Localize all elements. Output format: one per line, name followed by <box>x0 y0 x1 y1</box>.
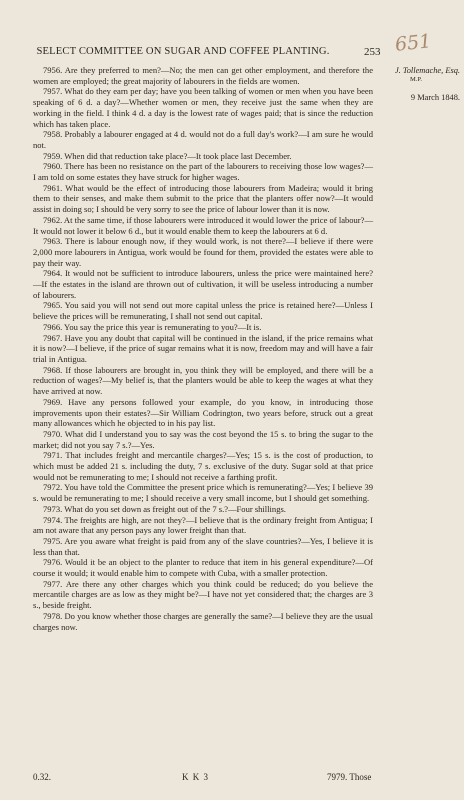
handwritten-folio-number: 651 <box>393 30 433 56</box>
footer-signature-mark: K K 3 <box>182 772 209 782</box>
question-7965: 7965. You said you will not send out more capital unless the price is retained here?—Unless I believe the prices will be remunerating, I shall not send out capital. <box>33 300 373 322</box>
question-7966: 7966. You say the price this year is remunerating to you?—It is. <box>43 321 262 332</box>
question-7977: 7977. Are there any other charges which you think could be reduced; do you believe the mercantile charges are as low as they might be?—I have not yet considered that; the charges are 3 s., beside freight. <box>33 578 373 611</box>
question-7971: 7971. That includes freight and mercantile charges?—Yes; 15 s. is the cost of production, to which must be added 21 s. including the duty, 7 s. exclusive of the duty. Sugar sold at that price would not be remunerating to me; I should not receive a farthing profit. <box>33 450 373 482</box>
question-7964: 7964. It would not be sufficient to introduce labourers, unless the price were maintained here?—If the estates in the island are thrown out of cultivation, it will be useless introducing a number of labourers. <box>33 268 373 300</box>
question-7957: 7957. What do they earn per day; have you been talking of women or men when you have been speaking of 6 d. a day?—Whether women or men, they receive just the same when they are working in the field. I think 4 d. a day is the lowest rate of wages paid; that is since the reduction which has taken place. <box>33 86 373 129</box>
question-7958: 7958. Probably a labourer engaged at 4 d. would not do a full day's work?—I am sure he would not. <box>33 129 373 150</box>
running-header: SELECT COMMITTEE ON SUGAR AND COFFEE PLANTING. <box>36 46 330 57</box>
question-7973: 7973. What do you set down as freight out of the 7 s.?—Four shillings. <box>43 503 286 514</box>
question-7975: 7975. Are you aware what freight is paid from any of the slave countries?—Yes, I believe it is less than that. <box>33 535 373 557</box>
question-7972: 7972. You have told the Committee the present price which is remunerating?—Yes; I believe 39 s. would be remunerating to me; I should receive a very small income, but I should get something. <box>33 482 373 504</box>
page-number: 253 <box>364 46 381 58</box>
question-7963: 7963. There is labour enough now, if they would work, is not there?—I believe if there were 2,000 more labourers in Antigua, work would be found for them, provided the estates were able to pay their way. <box>33 236 373 268</box>
session-date: 9 March 1848. <box>410 93 460 102</box>
question-7974: 7974. The freights are high, are not they?—I believe that is the ordinary freight from Antigua; I am not aware that any person pays any lower freight than that. <box>33 514 373 536</box>
question-7978: 7978. Do you know whether those charges are generally the same?—I believe they are the usual charges now. <box>33 610 373 632</box>
witness-title: M.P. <box>410 76 422 83</box>
footer-catchword: 7979. Those <box>327 772 372 782</box>
question-7969: 7969. Have any persons followed your example, do you know, in introducing those improvements upon their estates?—Sir William Codrington, two years before, struck out a great many allowances which he objected to in his pay list. <box>33 396 373 429</box>
witness-name: J. Tollemache, Esq. <box>394 66 460 75</box>
question-7967: 7967. Have you any doubt that capital will be continued in the island, if the price remains what it is now?—I believe, if the price of sugar remains what it is now, freedom may and will have a fair trial in Antigua. <box>33 332 373 364</box>
question-7956: 7956. Are they preferred to men?—No; the men can get other employment, and therefore the women are employed; the great majority of labourers in the fields are women. <box>33 65 373 86</box>
question-7959: 7959. When did that reduction take place?—It took place last December. <box>43 150 292 161</box>
testimony-body <box>33 65 373 632</box>
question-7960: 7960. There has been no resistance on the part of the labourers to receiving those low wages?—I am told on some estates they have struck for higher wages. <box>33 161 373 183</box>
question-7962: 7962. At the same time, if those labourers were introduced it would lower the price of labour?—It would not lower it below 6 d., but it would enable them to keep the labourers at 6 d. <box>33 214 373 236</box>
question-7970: 7970. What did I understand you to say was the cost beyond the 15 s. to bring the sugar to the market; did not you say 7 s.?—Yes. <box>33 428 373 450</box>
footer-sheet-number: 0.32. <box>33 772 51 782</box>
question-7961: 7961. What would be the effect of introducing those labourers from Madeira; would it bring them to their senses, and make them submit to the price that the planters offer now?—It would assist in doing so; I should be very sorry to see the price of labour lower than it is now. <box>33 182 373 215</box>
question-7968: 7968. If those labourers are brought in, you think they will be employed, and there will be a reduction of wages?—My belief is, that the planters would be able to keep the wages at what they have arrived at now. <box>33 364 373 397</box>
question-7976: 7976. Would it be an object to the planter to reduce that item in his general expenditure?—Of course it would; it would enable him to compete with Cuba, with a smaller protection. <box>33 557 373 579</box>
